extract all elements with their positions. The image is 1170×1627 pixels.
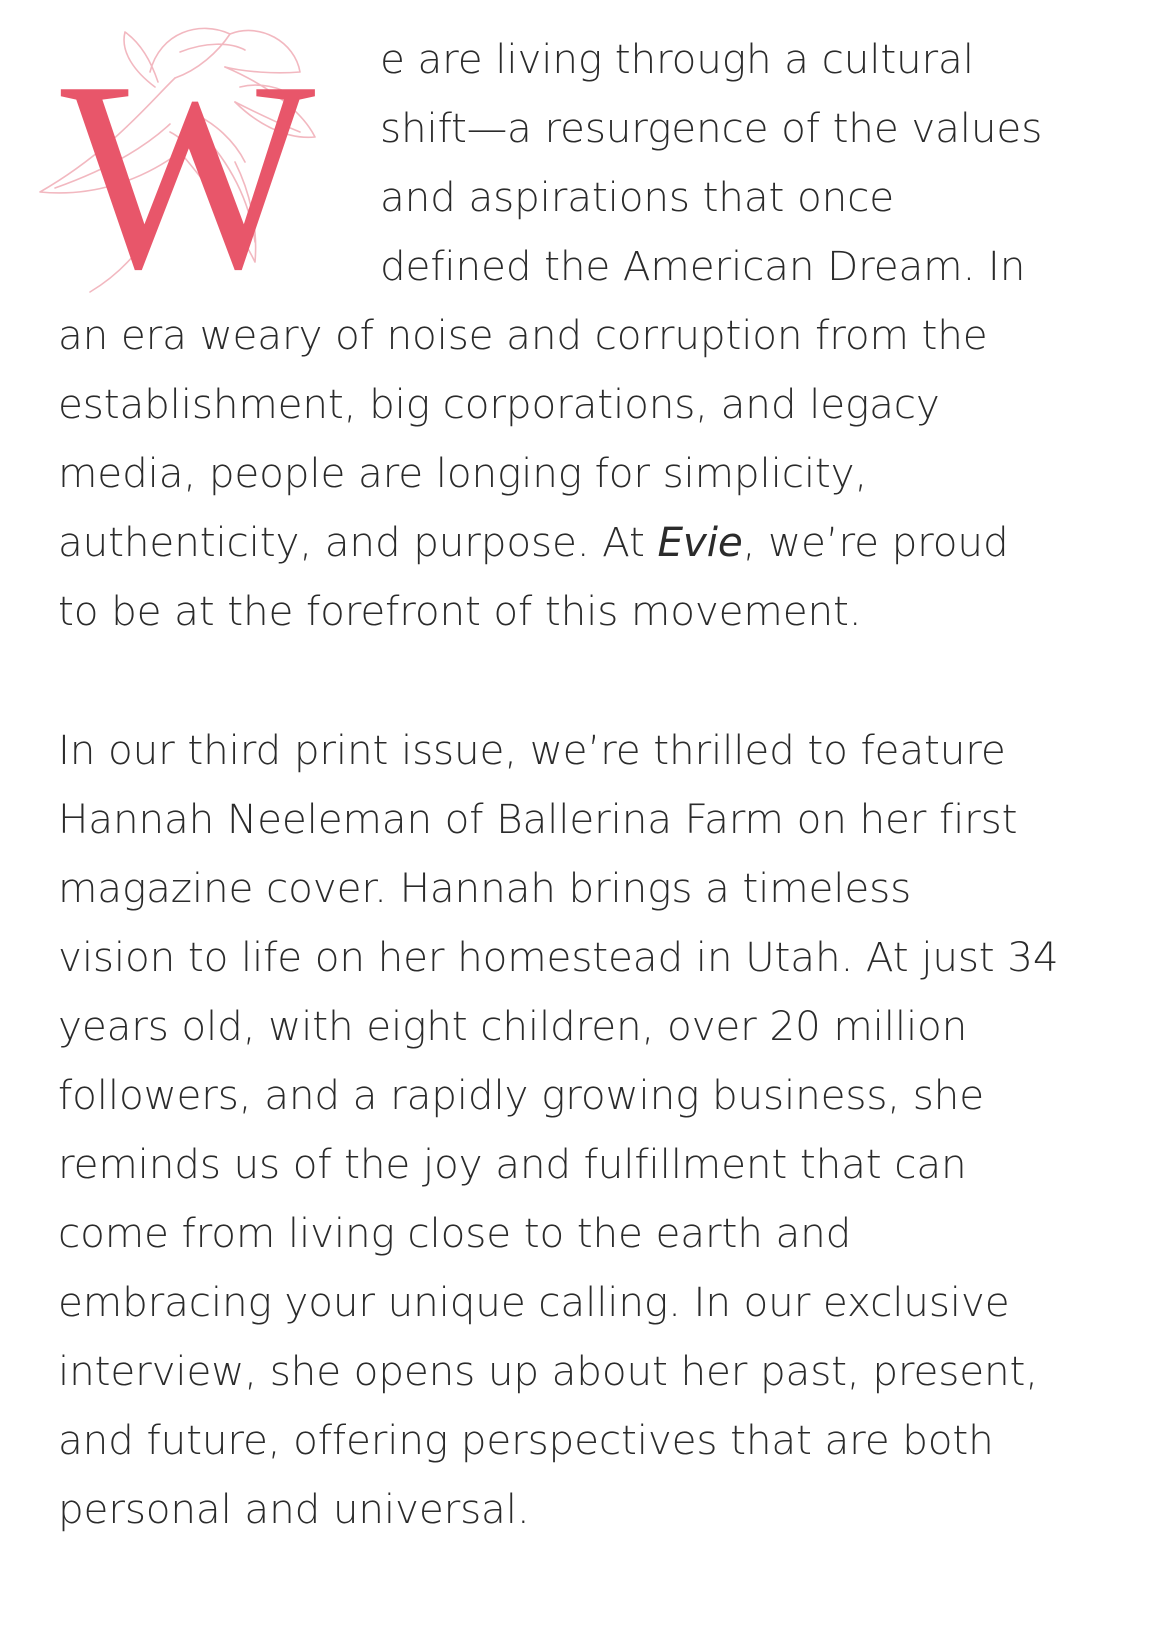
text-line: vision to life on her homestead in Utah. At just 34 [58, 933, 1059, 981]
text-line: Hannah Neeleman of Ballerina Farm on her first [58, 795, 1018, 843]
text-span: authenticity, and purpose. At [58, 518, 658, 566]
magazine-name: Evie [657, 518, 743, 566]
text-line: and aspirations that once [380, 173, 894, 221]
text-line: interview, she opens up about her past, present, [58, 1347, 1038, 1395]
text-line: reminds us of the joy and fulfillment that can [58, 1140, 967, 1188]
text-span: , we’re proud [742, 518, 1009, 566]
text-line: personal and universal. [58, 1485, 530, 1533]
text-line: shift—a resurgence of the values [380, 104, 1043, 152]
text-line: an era weary of noise and corruption from the [58, 311, 988, 359]
text-line: years old, with eight children, over 20 million [58, 1002, 968, 1050]
text-line: media, people are longing for simplicity, [58, 449, 868, 497]
text-line: come from living close to the earth and [58, 1209, 852, 1257]
text-line: and future, offering perspectives that are both [58, 1416, 994, 1464]
text-line: followers, and a rapidly growing business, she [58, 1071, 984, 1119]
text-line: In our third print issue, we’re thrilled to feature [58, 726, 1006, 774]
text-line [58, 518, 1009, 566]
dropcap-letter: W [60, 26, 316, 312]
dropcap-w [30, 12, 330, 312]
text-line: embracing your unique calling. In our exclusive [58, 1278, 1010, 1326]
text-line: defined the American Dream. In [380, 242, 1026, 290]
text-line: establishment, big corporations, and legacy [58, 380, 940, 428]
text-line: e are living through a cultural [380, 35, 974, 83]
text-line: magazine cover. Hannah brings a timeless [58, 864, 912, 912]
text-line: to be at the forefront of this movement. [58, 587, 862, 635]
